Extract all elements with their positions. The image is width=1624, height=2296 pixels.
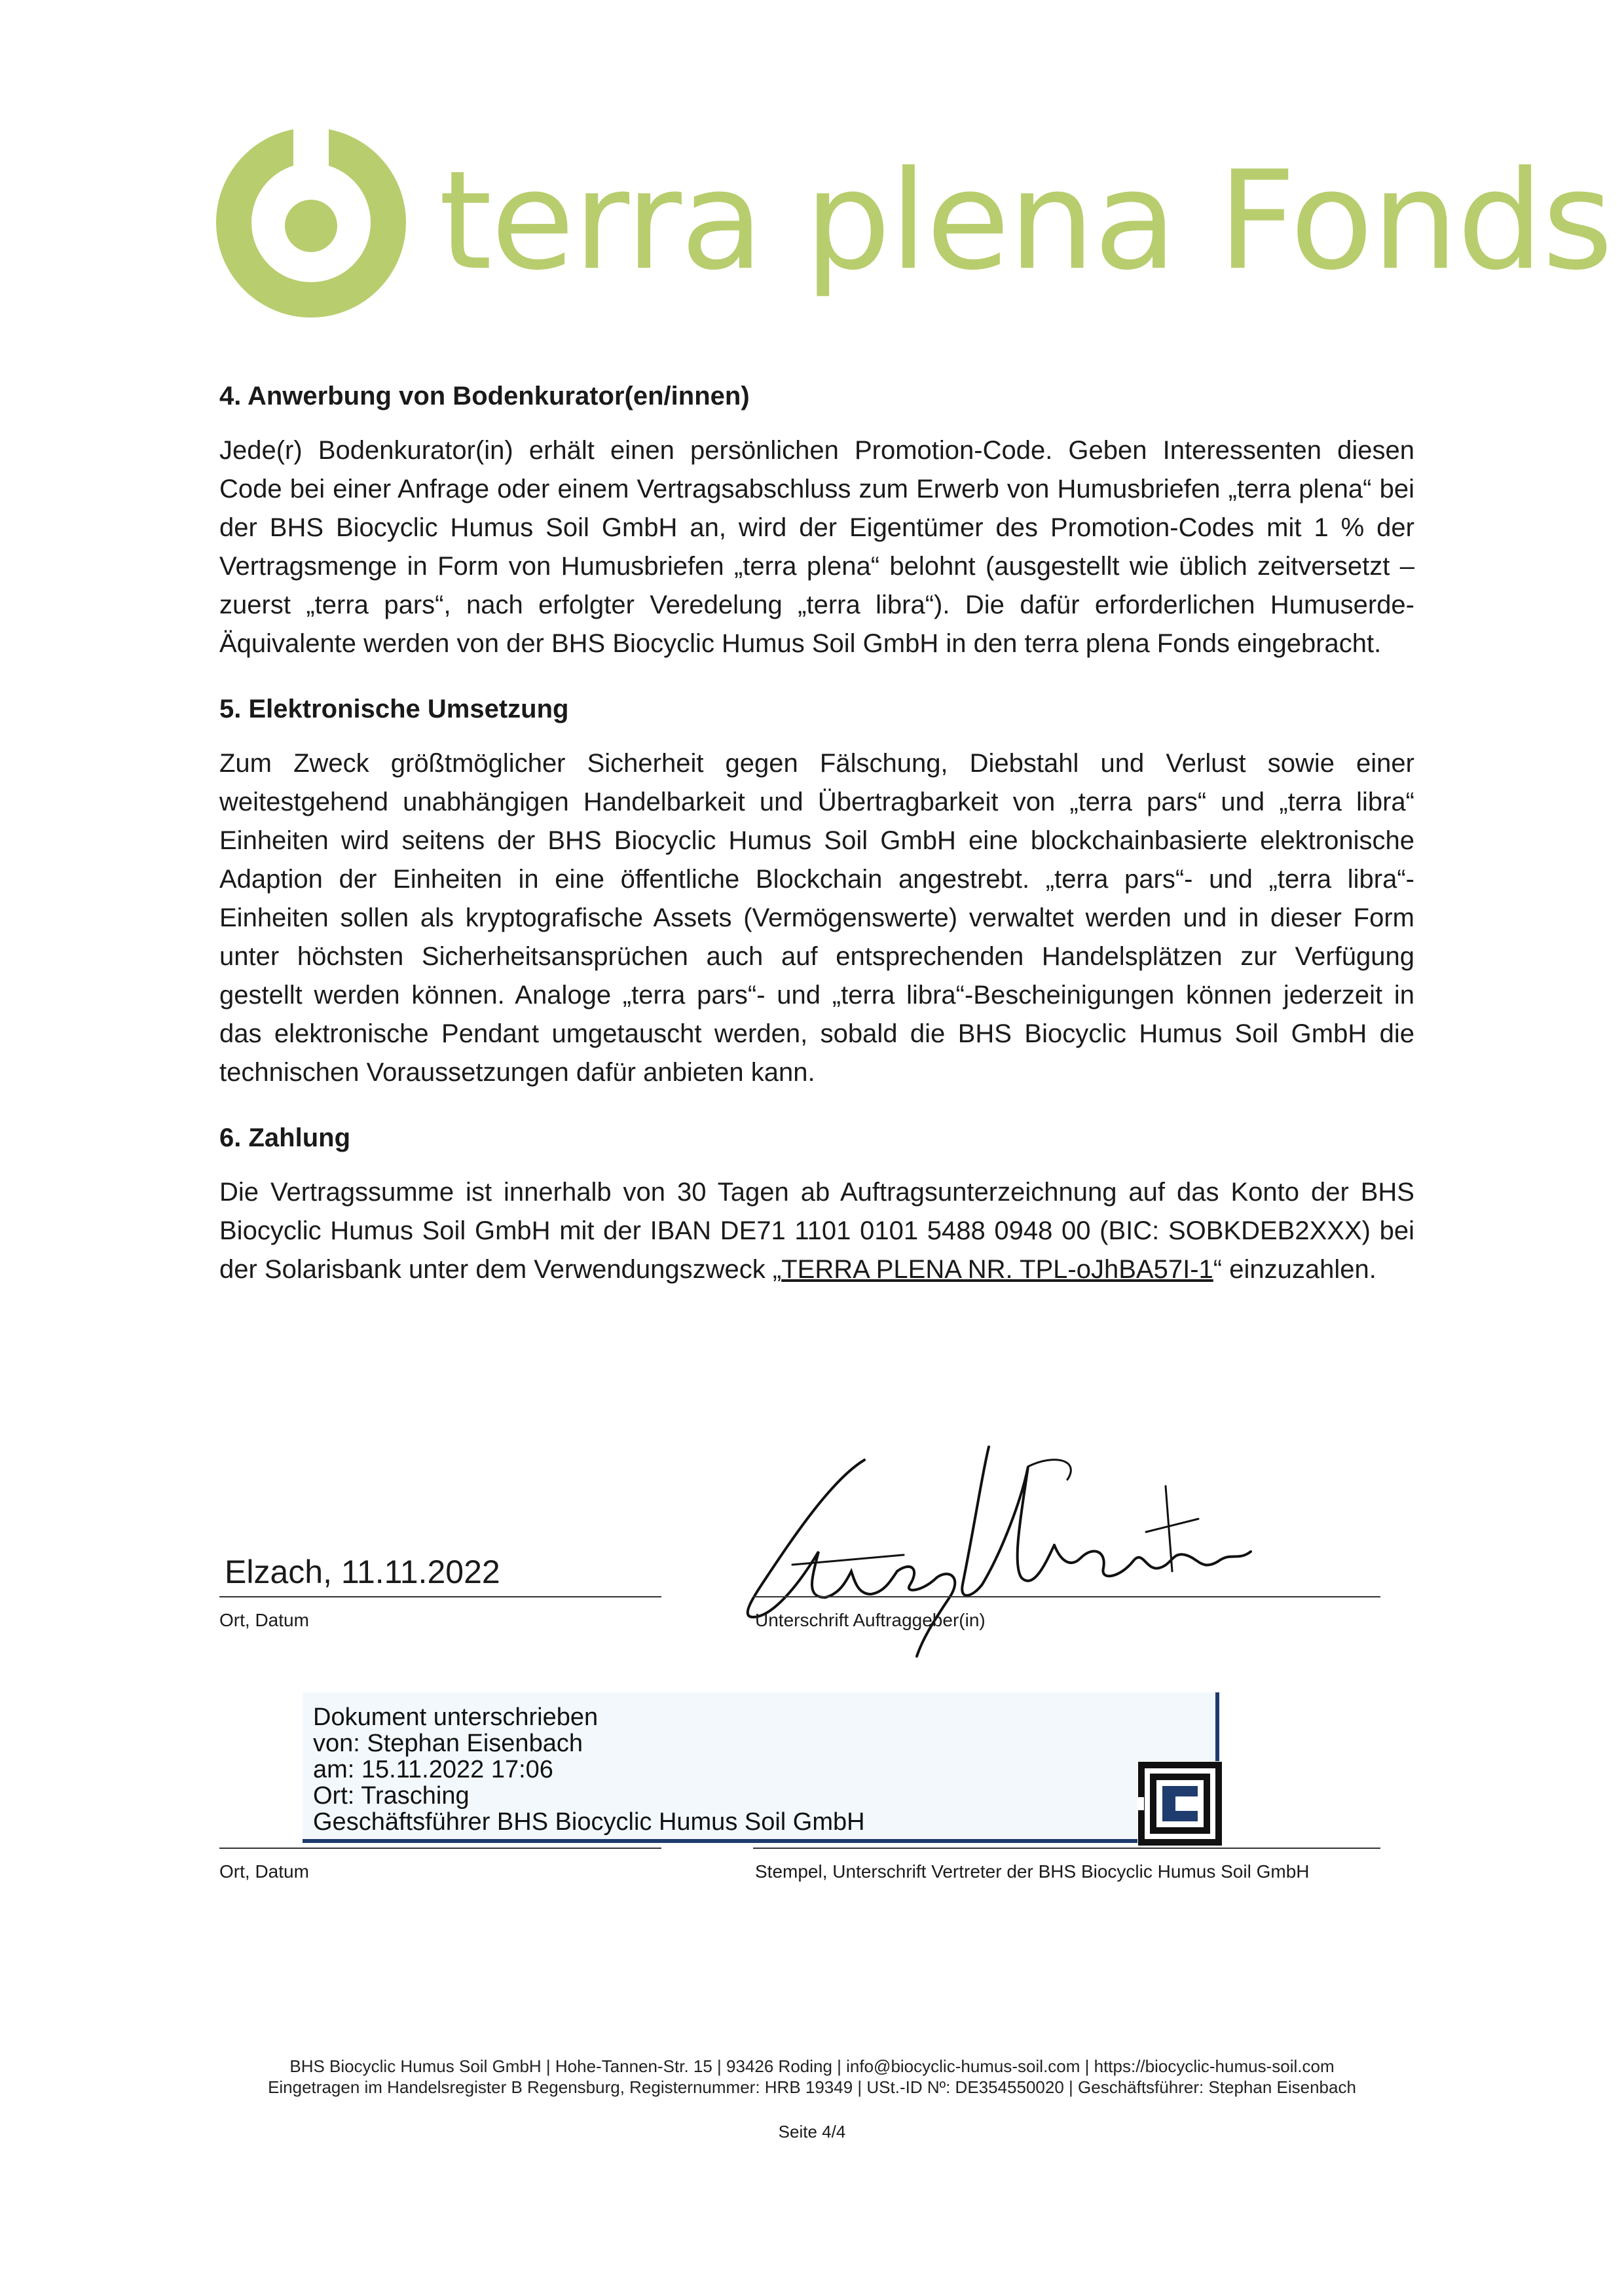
client-signature-label: Unterschrift Auftraggeber(in) <box>755 1610 986 1630</box>
stamp-line: von: Stephan Eisenbach <box>313 1730 583 1757</box>
stamp-text <box>313 1704 865 1835</box>
section-heading: 6. Zahlung <box>219 1123 350 1152</box>
document-body <box>219 376 1414 1315</box>
page-number: Seite 4/4 <box>778 2122 846 2141</box>
place-date-value: Elzach, 11.11.2022 <box>225 1554 500 1590</box>
section-heading: 5. Elektronische Umsetzung <box>219 695 569 723</box>
section-paragraph: Zum Zweck größtmöglicher Sicherheit gegen Fälschung, Diebstahl und Verlust sowie einer weitestgehend unabhängigen Handelbarkeit und Übertragbarkeit von „terra pars“ und „terra libra“ Einheiten wird seitens der BHS Biocyclic Humus Soil GmbH eine blockchainbasierte elektronische Adaption der Einheiten in eine öffentliche Blockchain angestrebt. „terra pars“- und „terra libra“-Einheiten sollen als kryptografische Assets (Vermögenswerte) verwaltet werden und in dieser Form unter höchsten Sicherheitsansprüchen auch auf entsprechenden Handelsplätzen zur Verfügung gestellt werden können. Analoge „terra pars“- und „terra libra“-Bescheinigungen können jederzeit in das elektronische Pendant umgetauscht werden, sobald die BHS Biocyclic Humus Soil GmbH die technischen Voraussetzungen dafür anbieten kann. <box>219 749 1414 1087</box>
section-heading: 4. Anwerbung von Bodenkurator(en/innen) <box>219 382 750 410</box>
payment-text: Die Vertragssumme ist innerhalb von 30 Tagen ab Auftragsunterzeichnung auf das Konto der BHS Biocyclic Humus Soil GmbH mit der IBAN DE71 1101 0101 5488 0948 00 (BIC: SOBKDEB2XXX) bei der Solarisbank unter dem Verwendungszweck „ <box>219 1178 1414 1284</box>
terra-plena-logo-icon <box>216 128 406 318</box>
signature-line-place-date-2 <box>219 1848 661 1849</box>
stamp-line: am: 15.11.2022 17:06 <box>313 1756 553 1783</box>
section-paragraph: Jede(r) Bodenkurator(in) erhält einen persönlichen Promotion-Code. Geben Interessenten diesen Code bei einer Anfrage oder einem Vertragsabschluss zum Erwerb von Humusbriefen „terra plena“ bei der BHS Biocyclic Humus Soil GmbH an, wird der Eigentümer des Promotion-Codes mit 1 % der Vertragsmenge in Form von Humusbriefen „terra plena“ belohnt (ausgestellt wie üblich zeitversetzt – zuerst „terra pars“, nach erfolgter Veredelung „terra libra“). Die dafür erforderlichen Humuserde-Äquivalente werden von der BHS Biocyclic Humus Soil GmbH in den terra plena Fonds eingebracht. <box>219 436 1414 658</box>
footer <box>0 2056 1624 2098</box>
footer-line: BHS Biocyclic Humus Soil GmbH | Hohe-Tannen-Str. 15 | 93426 Roding | info@biocyclic-humus-soil.com | https://biocyclic-humus-soil.com <box>289 2056 1335 2076</box>
place-date-label: Ort, Datum <box>219 1610 309 1630</box>
footer-line: Eingetragen im Handelsregister B Regensburg, Registernummer: HRB 19349 | USt.-ID Nº: DE354550020 | Geschäftsführer: Stephan Eisenbach <box>268 2077 1356 2097</box>
handwritten-signature <box>714 1421 1264 1669</box>
logo <box>216 124 1612 321</box>
signature-line-place-date <box>219 1596 661 1597</box>
representative-signature-label: Stempel, Unterschrift Vertreter der BHS Biocyclic Humus Soil GmbH <box>755 1861 1310 1882</box>
stamp-logo-icon <box>1137 1761 1223 1846</box>
place-date-label-2: Ort, Datum <box>219 1861 309 1882</box>
payment-text-end: “ einzuzahlen. <box>1213 1255 1376 1284</box>
stamp-line: Geschäftsführer BHS Biocyclic Humus Soil GmbH <box>313 1808 865 1836</box>
digital-signature-stamp <box>303 1692 1219 1843</box>
logo-wordmark: terra plena Fonds <box>439 142 1612 301</box>
payment-reference: TERRA PLENA NR. TPL-oJhBA57I-1 <box>781 1255 1213 1284</box>
signature-line-client <box>753 1596 1380 1597</box>
stamp-line: Dokument unterschrieben <box>313 1704 599 1731</box>
section-paragraph <box>219 1173 1414 1289</box>
signature-line-representative <box>753 1848 1380 1849</box>
stamp-line: Ort: Trasching <box>313 1782 470 1810</box>
